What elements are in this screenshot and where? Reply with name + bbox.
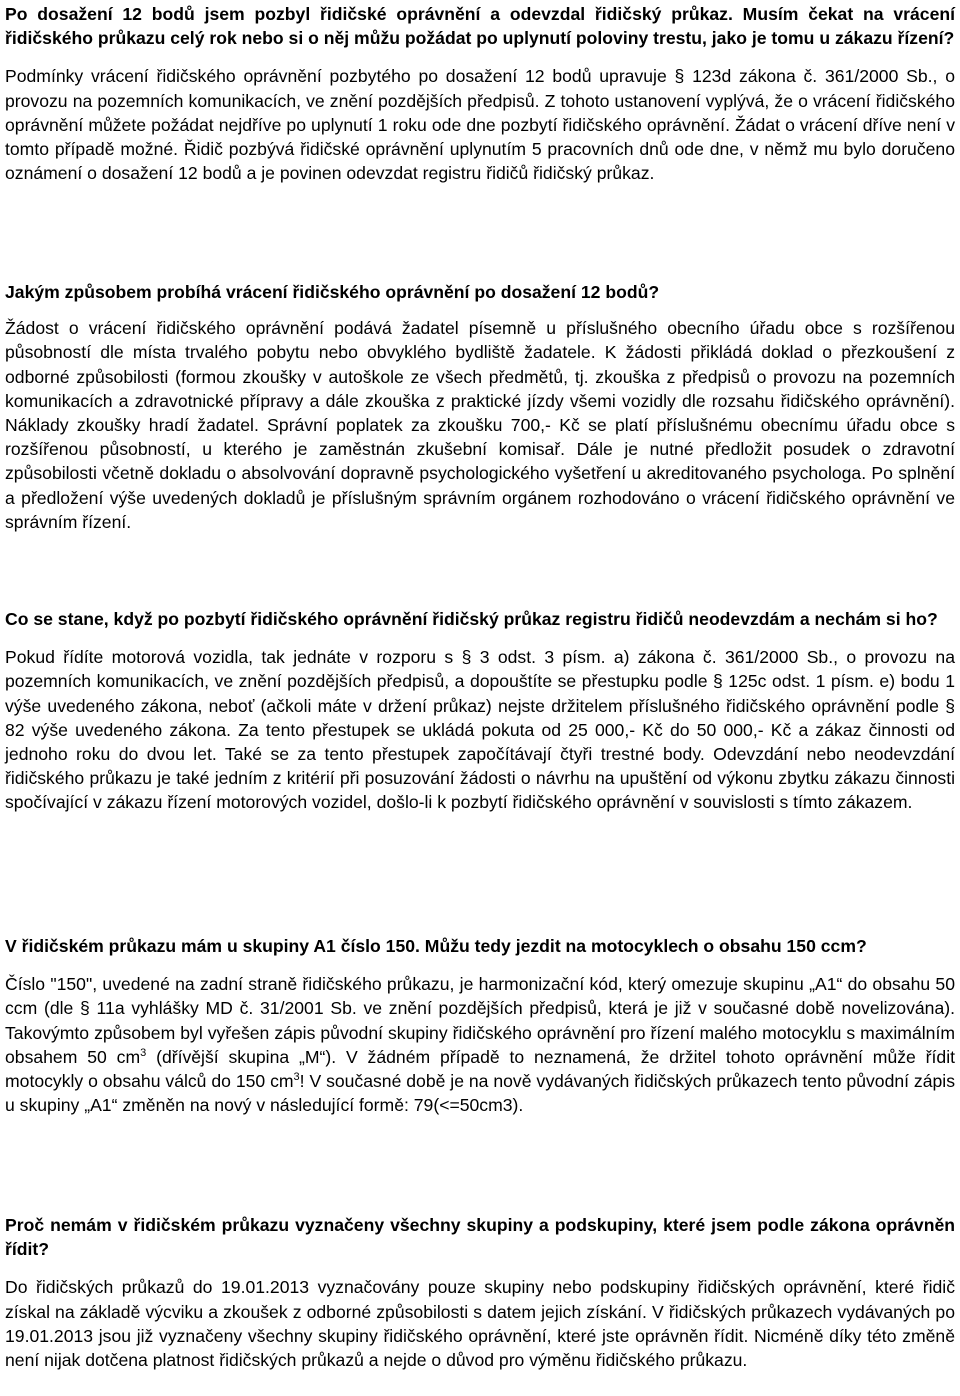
answer-paragraph: Podmínky vrácení řidičského oprávnění pozbytého po dosažení 12 bodů upravuje § 123d zákona č. 361/2000 Sb., o provozu na pozemních komunikacích, ve znění pozdějších předpisů. Z tohoto ustanovení vyplývá, že o vrácení řidičského oprávnění můžete požádat nejdříve po uplynutí 1 roku ode dne pozbytí řidičského oprávnění. Žádat o vrácení dříve není v tomto případě možné. Řidič pozbývá řidičské oprávnění uplynutím 5 pracovních dnů ode dne, v němž mu bylo doručeno oznámení o dosažení 12 bodů a je povinen odevzdat registru řidičů řidičský průkaz.: [5, 66, 955, 184]
answer-text-part: Číslo "150", uvedené na zadní straně řidičského průkazu, je harmonizační kód, který omezuje skupinu „A1“ do obsahu 50 ccm (dle § 11a vyhlášky MD č. 31/2001 Sb. ve znění pozdějších předpisů, která je již v současné době novelizována). Takovýmto způsobem byl vyřešen zápis původní skupiny řidičského oprávnění pro řízení malého motocyklu s maximálním obsahem 50 cm: [5, 974, 955, 1067]
answer-paragraph: Žádost o vrácení řidičského oprávnění podává žadatel písemně u příslušného obecního úřadu obce s rozšířenou působností dle místa trvalého pobytu nebo obvyklého bydliště žadatele. K žádosti přikládá doklad o přezkoušení z odborné způsobilosti (formou zkoušky v autoškole ze všech předmětů, tj. zkouška z předpisů o provozu na pozemních komunikacích a zdravotnické přípravy a dále zkouška z praktické jízdy všemi vozidly dle rozsahu řidičského oprávnění). Náklady zkoušky hradí žadatel. Správní poplatek za zkoušku 700,- Kč se platí příslušnému obecnímu úřadu obce s rozšířenou působností, u kterého je zaměstnán zkušební komisař. Dále je nutné předložit posudek o zdravotní způsobilosti včetně dokladu o absolvování dopravně psychologického vyšetření u akreditovaného psychologa. Po splnění a předložení výše uvedených dokladů je příslušným správním orgánem rozhodováno o vrácení řidičského oprávnění ve správním řízení.: [5, 318, 955, 532]
section-12-points-return-period: [5, 2, 955, 185]
question-heading: V řidičském průkazu mám u skupiny A1 číslo 150. Můžu tedy jezdit na motocyklech o obsahu 150 ccm?: [5, 936, 867, 956]
section-a1-code-150: [5, 934, 955, 1117]
section-return-procedure: [5, 280, 955, 534]
answer-text-part: (dřívější skupina „M“). V žádném případě to neznamená, že držitel tohoto oprávnění může řídit motocykly o obsahu válců do 150 cm: [5, 1046, 955, 1092]
superscript-exponent: 3: [140, 1046, 147, 1059]
section-not-surrendering-license: [5, 607, 955, 815]
question-heading: Po dosažení 12 bodů jsem pozbyl řidičské oprávnění a odevzdal řidičský průkaz. Musím čekat na vrácení řidičského průkazu celý rok nebo si o něj můžu požádat po uplynutí poloviny trestu, jako je tomu u zákazu řízení?: [5, 4, 955, 49]
section-groups-on-license: [5, 1213, 955, 1372]
question-heading: Jakým způsobem probíhá vrácení řidičského oprávnění po dosažení 12 bodů?: [5, 282, 660, 302]
superscript-exponent: 3: [293, 1071, 300, 1084]
answer-text-part: ! V současné době je na nově vydávaných řidičských průkazech tento původní zápis u skupiny „A1“ změněn na nový v následující formě: 79(<=50cm3).: [5, 1071, 955, 1116]
answer-paragraph: Pokud řídíte motorová vozidla, tak jednáte v rozporu s § 3 odst. 3 písm. a) zákona č. 361/2000 Sb., o provozu na pozemních komunikacích, ve znění pozdějších předpisů, a dopouštíte se přestupku podle § 125c odst. 1 písm. e) bodu 1 výše uvedeného zákona, neboť (ačkoli máte v držení průkaz) nejste držitelem příslušného řidičského oprávnění podle § 82 výše uvedeného zákona. Za tento přestupek se ukládá pokuta od 25 000,- Kč do 50 000,- Kč a zákaz činnosti od jednoho roku do dvou let. Také se za tento přestupek započítávají čtyři trestné body. Odevzdání nebo neodevzdání řidičského průkazu je také jedním z kritérií při posuzování žádosti o návrhu na upuštění od výkonu zbytku zákazu činnosti spočívající v zákazu řízení motorových vozidel, došlo-li k pozbytí řidičského oprávnění v souvislosti s tímto zákazem.: [5, 647, 955, 813]
answer-paragraph: [5, 972, 955, 1117]
question-heading: Co se stane, když po pozbytí řidičského oprávnění řidičský průkaz registru řidičů neodevzdám a nechám si ho?: [5, 609, 938, 629]
answer-paragraph: Do řidičských průkazů do 19.01.2013 vyznačovány pouze skupiny nebo podskupiny řidičských oprávnění, které řidič získal na základě výcviku a zkoušek z odborné způsobilosti s datem jejich získání. V řidičských průkazech vydávaných po 19.01.2013 jsou již vyznačeny všechny skupiny řidičského oprávnění, které jste oprávněn řídit. Nicméně díky této změně není nijak dotčena platnost řidičských průkazů a nejde o důvod pro výměnu řidičského průkazu.: [5, 1277, 955, 1371]
question-heading: Proč nemám v řidičském průkazu vyznačeny všechny skupiny a podskupiny, které jsem podle zákona oprávněn řídit?: [5, 1215, 955, 1260]
